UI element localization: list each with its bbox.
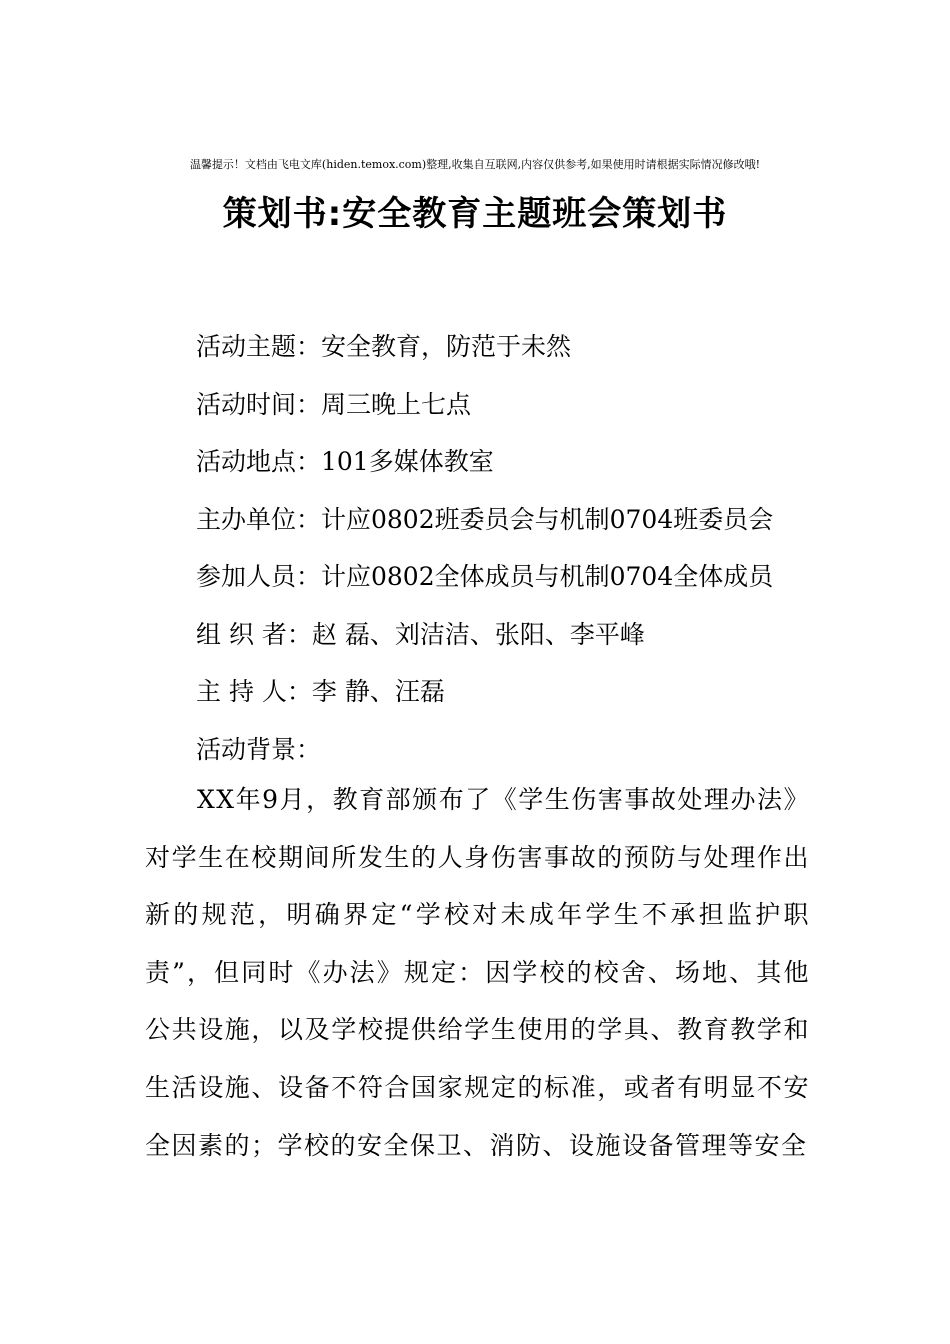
activity-info-list bbox=[196, 318, 836, 778]
info-theme: 活动主题：安全教育，防范于未然 bbox=[196, 332, 572, 361]
info-organizer-unit: 主办单位：计应0802班委员会与机制0704班委员会 bbox=[196, 504, 774, 534]
document-title: 策划书:安全教育主题班会策划书 bbox=[222, 194, 728, 234]
info-participants: 参加人员：计应0802全体成员与机制0704全体成员 bbox=[196, 562, 774, 591]
info-hosts: 主 持 人：李 静、汪磊 bbox=[196, 677, 445, 706]
background-section bbox=[145, 771, 810, 1174]
info-organizers: 组 织 者：赵 磊、刘洁洁、张阳、李平峰 bbox=[196, 619, 645, 649]
info-background-heading: 活动背景： bbox=[196, 734, 322, 764]
info-location: 活动地点：101多媒体教室 bbox=[196, 447, 494, 476]
info-time: 活动时间：周三晚上七点 bbox=[196, 389, 472, 419]
background-paragraph: XX年9月，教育部颁布了《学生伤害事故处理办法》对学生在校期间所发生的人身伤害事故的预防与处理作出新的规范，明确界定“学校对未成年学生不承担监护职责”，但同时《办法》规定：因学校的校舍、场地、其他公共设施，以及学校提供给学生使用的学具、教育教学和生活设施、设备不符合国家规定的标准，或者有明显不安全因素的；学校的安全保卫、消防、设施设备管理等安全 bbox=[145, 785, 810, 1160]
header-notice: 温馨提示！文档由飞电文库(hiden.temox.com)整理,收集自互联网,内容仅供参考,如果使用时请根据实际情况修改哦! bbox=[189, 158, 761, 171]
